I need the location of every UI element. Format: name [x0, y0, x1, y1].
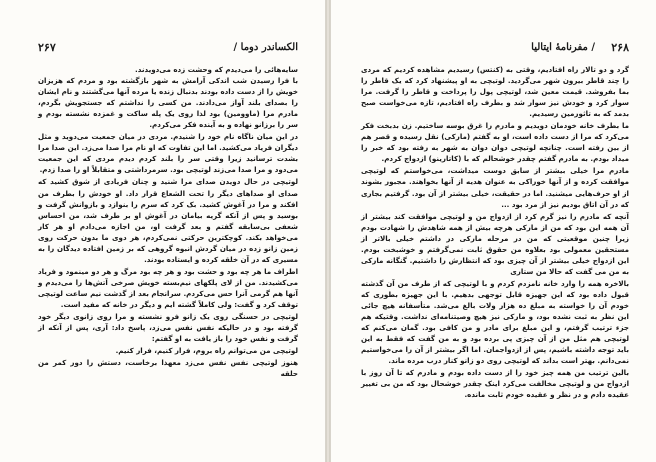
left-paragraph: لوتیچی در حسنگی روی یک زانو فرو نشسته و مرا روی زانوی دیگر خود گرفته بود و در حالیکه نفس نفس می‌زد، پاسخ داد: آری، پس از آنکه از گرفت و نفس خود را باز یافت به او گفتم: — [38, 312, 298, 344]
left-paragraph: در این میان ناگاه نام خود را شنیدم. مردی در میان جمعیت می‌دوید و مثل دیگران فریاد می‌کشید. اما این تفاوت که او نام مرا صدا می‌زد. این صدا مرا بشدت ترسانید زیرا وقتی سر را بلند کردم دیدم مردی که این جمعیت می‌دود و مرا صدا می‌زند لوتیچی بود. سرمرداشتی و متقابلاً او را صدا زدم. — [38, 132, 298, 175]
right-paragraph: آنچه که مادرم را نیز گرم کرد از ازدواج من و لوتیچی موافقت کند بیشتر از آن همه این بود که من از مارکی هرچه بیش از همه شاهدش را شهادت بودم زیرا چنین موقعیتی که من در مرحله مارکی در داشتم خیلی بالاتر از مستحقین معمولی بود بعلاوه من حقوق ثابت نمی‌گرفتم و خوشبخت بودم. این ازدواج خیلی بیشتر از آن چیزی بود که انتظارش را داشتیم. گنگانه مارکی به من می‌ گفت که حالا من ستاری — [361, 211, 629, 276]
right-page-number: ۲۶۸ — [611, 41, 629, 54]
right-paragraph: مادرم مرا خیلی بیشتر از سابق دوست میداشت، می‌خواستم که لوتیچی موافقت کرده و از آنها خوراکی به عنوان هدیه از آنها بخواهند. مجبور بشوند از او حرف‌هایی میشنید. اما در حقیقت، خیلی بیشتر از آن بود. گرفتیم بجاری که در آن اتاق بودیم نیز از مرد بود ... — [361, 166, 629, 209]
left-running-title: الکساندر دوما / — [233, 42, 298, 53]
right-running-title: / مفرنامهٔ ایتالیا — [531, 42, 595, 53]
right-page — [330, 0, 656, 462]
left-page-number: ۲۶۷ — [38, 41, 56, 54]
left-paragraph: با فرا رسیدن شب اندکی آرامش به شهر بازگشته بود و مردم که هزیزان خویش را از دست داده بودند بدنبال زنده یا مرده آنها می‌گشتند و نام ایشان را بصدای بلند آواز می‌دادند. من کسی را نداشتم که جستجویش بگردم، مادرم مرا (ماوومین) بود لذا روی یک پله ساکت و غمزده نشسته بودم و سر را برزانو نهاده و به آینده فکر می‌کردم. — [38, 76, 298, 130]
left-paragraph: هنوز لوتیچی نفس نفس می‌زد معهذا برخاست، دستش را دور کمر من حلقه — [38, 358, 298, 379]
right-paragraph: بالین ترتیب من همه چیز خود را از دست داده بودم و مادرم که تا آن روز با ازدواج من و لوتیچی مخالفت می‌کرد اینک چقدر خوشحال بود که من بی تغییر عقیده دادم و در نظر و عقیده خودم ثابت مانده. — [361, 368, 629, 400]
right-paragraph: گرد و دو تالار راه افتادیم، وقتی به (کنتس) رسیدیم مشاهده کردیم که مردی را چند قاطر بیرون شهر می‌گردید. لوتیچی به او پیشنهاد کرد که یک قاطر را بما بفروشد. قیمت معین شد، لوتیچی پول را پرداخت و قاطر را گرفت. مرا سوار کرد و خودش نیز سوار شد و بطرف راه افتادیم، تازه می‌خواست صبح بدمد که به تاثورمین رسیدیم. — [361, 65, 629, 119]
right-paragraph: ما بطرف خانه خودمان دویدیم و مادرم را غرق بوسه ساختیم. زن بدبخت فکر می‌کرد که مرا از دست داده است، او به گفتم (مارکی) نقل رسیده و قصر هم از بین رفته است. چنانچه لوتیچی دوان دوان به شهر به رفته بود که خبر را میداد بودم. به مادرم گفتم چقدر خوشحالم که با (کاتارینو) ازدواج کردم. — [361, 121, 629, 164]
right-page-header — [361, 41, 629, 57]
right-page-body — [361, 64, 629, 400]
left-paragraph: لوتیچی در حال دویدن صدای مرا شنید و چنان فریادی از شوق کشید که صدای او صداهای دیگر را تحت الشعاع قرار داد. او خودش را بطرف من افکند و مرا در آغوش کشید. بک کرد که سرم را بنوازد و بازوانش گرفت و بوسید و پس از آنکه گریه بیامان در آغوش او بر طرف شد، من احساس شعفی بی‌سابقه گفتم و بعد گرفت او، من اجازه می‌دادم او هر کار می‌خواهد بکند. کوچکترین حرکتی نمی‌کردم، هر دوی ما بدون حرکت روی زمین زانو زده در میان گردش انبوه گروهی که بر زمین افتاده دیدگان را به مسیری که در آن خلقه کرده و ایستاده بودند. — [38, 177, 298, 264]
left-paragraph: اطراف ما هر چه بود و حشت بود و هر چه بود مرگ و هر دو مینمود و فریاد می‌کشیدند. من از لای پلکهای نیم‌بسته خویش صرخی آتش‌ها را می‌دیدم و آنها هم گرمی آنرا حس می‌کردم. سرانجام بعد از گذشت نیم ساعت لوتیچی توقف کرد و گفت: ولی کاملاً گشته ایم و دیگر در خانه که مفید است. — [38, 266, 298, 309]
left-page — [0, 0, 326, 462]
left-page-header — [38, 41, 298, 57]
left-page-body — [38, 64, 298, 379]
left-paragraph: لوتیچی من می‌توانم راه بروم، فرار کنیم، فرار کنیم. — [115, 346, 298, 356]
left-paragraph: سایه‌هائی را می‌دیدم که وحشت زده می‌دویدند. — [135, 65, 298, 74]
right-paragraph: بالاخره همه را وارد خانه نامزدم کردم و با لوتیچی که از طرف من آن گذشته قبول داده بود که این جهیزه قابل توجهی بدهیم. با این جهیزه بطوری که خودم آن را خواسته به مبلغ ده هزار ولات بالغ می‌شد. متأسفانه هیچ جائی این نظر به ثبت نشده بود، و مارکی نیز هیچ وصیتنامه‌ای نداشت. وقتیکه هم جزء ترتیب گرفتم، و این مبلغ برای مادر و من کافی بود. گمان می‌کنم که لوتیچی هم مثل من از آن چیزی پی برده بود و به من گفت که فقط به این باید توجه داشته باشیم، پس از ازدواجمان. اما اگر بیشتر از آن را می‌خواستیم نمی‌دانم. بهتر است بداند که لوتیچی روی دو زانو کنار درب مرده ماند. — [361, 278, 629, 366]
